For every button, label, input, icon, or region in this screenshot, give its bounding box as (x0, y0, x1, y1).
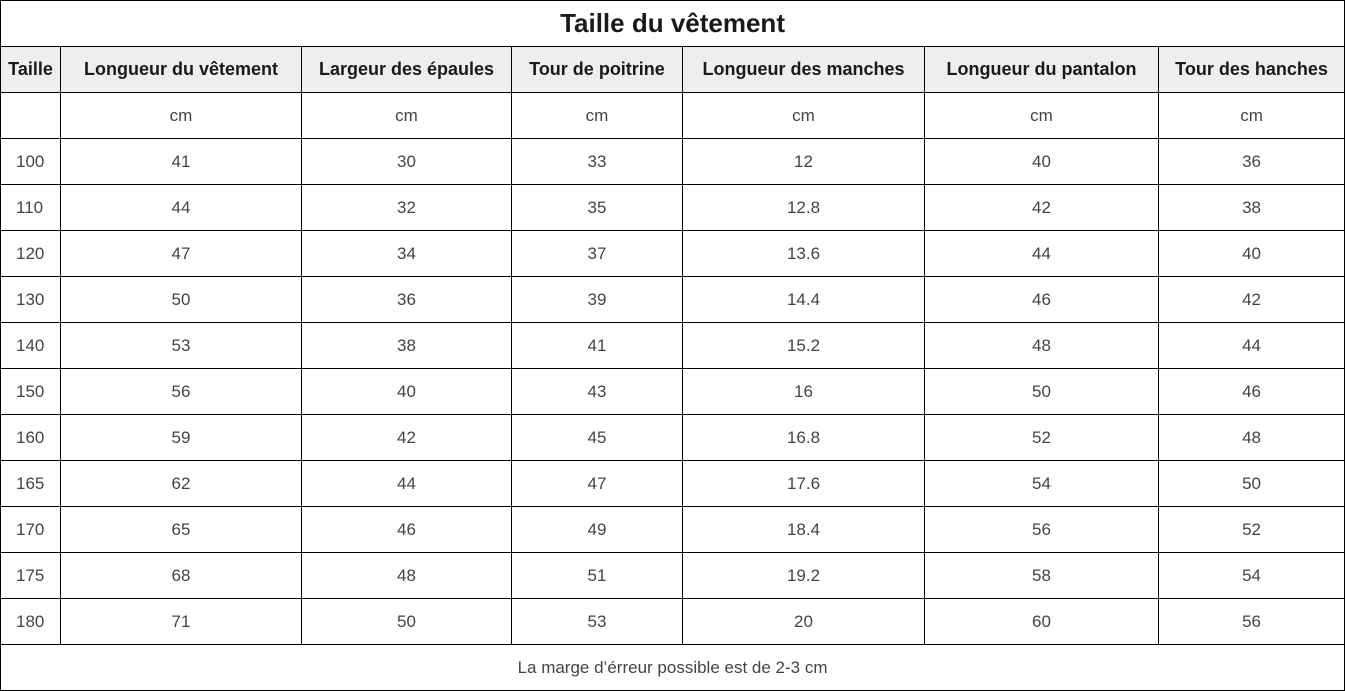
table-cell: 54 (925, 461, 1159, 507)
table-cell: 16 (683, 369, 925, 415)
table-cell: 15.2 (683, 323, 925, 369)
unit-cell: cm (512, 93, 683, 139)
table-row (1, 185, 1345, 231)
table-cell: 71 (61, 599, 302, 645)
table-title: Taille du vêtement (1, 1, 1345, 47)
table-cell: 60 (925, 599, 1159, 645)
table-cell: 44 (1159, 323, 1345, 369)
table-cell: 47 (512, 461, 683, 507)
table-cell: 48 (925, 323, 1159, 369)
size-cell: 165 (1, 461, 61, 507)
table-cell: 20 (683, 599, 925, 645)
table-cell: 54 (1159, 553, 1345, 599)
table-cell: 12 (683, 139, 925, 185)
table-cell: 14.4 (683, 277, 925, 323)
table-row (1, 139, 1345, 185)
table-cell: 39 (512, 277, 683, 323)
table-cell: 50 (61, 277, 302, 323)
table-cell: 62 (61, 461, 302, 507)
table-cell: 42 (925, 185, 1159, 231)
table-cell: 58 (925, 553, 1159, 599)
table-cell: 41 (512, 323, 683, 369)
table-cell: 53 (512, 599, 683, 645)
table-cell: 56 (61, 369, 302, 415)
table-cell: 42 (1159, 277, 1345, 323)
table-cell: 46 (302, 507, 512, 553)
table-cell: 18.4 (683, 507, 925, 553)
table-cell: 50 (302, 599, 512, 645)
table-cell: 36 (302, 277, 512, 323)
table-cell: 17.6 (683, 461, 925, 507)
size-cell: 175 (1, 553, 61, 599)
table-row (1, 323, 1345, 369)
table-cell: 34 (302, 231, 512, 277)
table-cell: 43 (512, 369, 683, 415)
table-cell: 37 (512, 231, 683, 277)
unit-cell: cm (925, 93, 1159, 139)
table-row (1, 599, 1345, 645)
table-row (1, 277, 1345, 323)
table-cell: 59 (61, 415, 302, 461)
table-cell: 53 (61, 323, 302, 369)
table-cell: 50 (925, 369, 1159, 415)
table-cell: 56 (925, 507, 1159, 553)
size-cell: 110 (1, 185, 61, 231)
table-cell: 56 (1159, 599, 1345, 645)
table-cell: 32 (302, 185, 512, 231)
size-cell: 160 (1, 415, 61, 461)
table-cell: 52 (1159, 507, 1345, 553)
table-cell: 19.2 (683, 553, 925, 599)
table-cell: 40 (302, 369, 512, 415)
table-row (1, 507, 1345, 553)
unit-cell (1, 93, 61, 139)
table-cell: 40 (925, 139, 1159, 185)
column-header-chest: Tour de poitrine (512, 47, 683, 93)
table-cell: 44 (302, 461, 512, 507)
table-cell: 44 (61, 185, 302, 231)
table-cell: 50 (1159, 461, 1345, 507)
table-cell: 38 (302, 323, 512, 369)
column-header-shoulder-width: Largeur des épaules (302, 47, 512, 93)
table-cell: 45 (512, 415, 683, 461)
table-cell: 48 (302, 553, 512, 599)
table-cell: 48 (1159, 415, 1345, 461)
size-cell: 170 (1, 507, 61, 553)
size-cell: 100 (1, 139, 61, 185)
table-cell: 13.6 (683, 231, 925, 277)
table-cell: 52 (925, 415, 1159, 461)
table-row (1, 369, 1345, 415)
table-row (1, 231, 1345, 277)
error-margin-note: La marge d’érreur possible est de 2-3 cm (1, 645, 1345, 691)
table-row (1, 553, 1345, 599)
table-cell: 16.8 (683, 415, 925, 461)
table-cell: 51 (512, 553, 683, 599)
table-row (1, 461, 1345, 507)
table-cell: 36 (1159, 139, 1345, 185)
size-cell: 140 (1, 323, 61, 369)
table-cell: 47 (61, 231, 302, 277)
column-header-garment-length: Longueur du vêtement (61, 47, 302, 93)
size-cell: 130 (1, 277, 61, 323)
table-cell: 30 (302, 139, 512, 185)
table-cell: 38 (1159, 185, 1345, 231)
table-cell: 46 (1159, 369, 1345, 415)
table-cell: 65 (61, 507, 302, 553)
table-cell: 41 (61, 139, 302, 185)
column-header-sleeve-length: Longueur des manches (683, 47, 925, 93)
table-cell: 40 (1159, 231, 1345, 277)
table-cell: 44 (925, 231, 1159, 277)
unit-cell: cm (1159, 93, 1345, 139)
table-cell: 33 (512, 139, 683, 185)
unit-cell: cm (61, 93, 302, 139)
table-row (1, 415, 1345, 461)
size-cell: 180 (1, 599, 61, 645)
size-cell: 120 (1, 231, 61, 277)
unit-cell: cm (302, 93, 512, 139)
table-cell: 68 (61, 553, 302, 599)
table-cell: 46 (925, 277, 1159, 323)
table-cell: 49 (512, 507, 683, 553)
column-header-pants-length: Longueur du pantalon (925, 47, 1159, 93)
column-header-size: Taille (1, 47, 61, 93)
table-cell: 12.8 (683, 185, 925, 231)
table-cell: 42 (302, 415, 512, 461)
unit-cell: cm (683, 93, 925, 139)
table-cell: 35 (512, 185, 683, 231)
size-cell: 150 (1, 369, 61, 415)
column-header-hips: Tour des hanches (1159, 47, 1345, 93)
